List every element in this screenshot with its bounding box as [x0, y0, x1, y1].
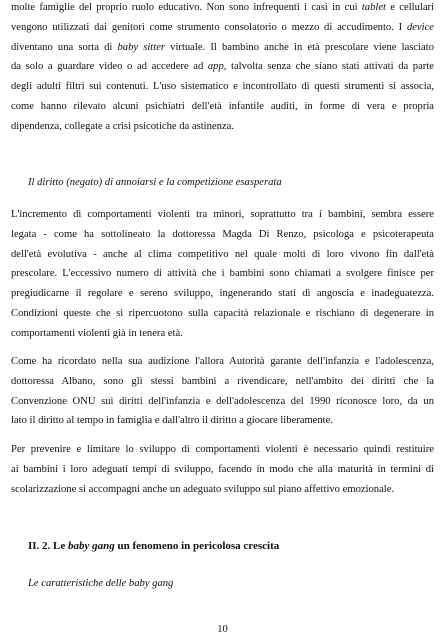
- text-line: da solo a guardare video o ad accedere ad app, talvolta senza che siano stati attivati da parte: [11, 61, 434, 73]
- subheading-caratteristiche: Le caratteristiche delle baby gang: [28, 578, 174, 589]
- italic-term: tablet: [361, 2, 386, 13]
- italic-term: app: [207, 61, 224, 73]
- text-line: Per prevenire e limitare lo sviluppo di comportamenti violenti è necessario quindi restituire: [11, 444, 434, 455]
- paragraph-4: [11, 440, 434, 499]
- text-line: pregiudicarne il regolare e sereno sviluppo, ingenerando stati di angoscia e inadeguatezza.: [11, 288, 434, 300]
- text-line: ai bambini i loro adeguati tempi di sviluppo, facendo in modo che alla maturità in termini di: [11, 463, 434, 475]
- text-line: dell'età evolutiva - anche al clima competitivo nel quale molti di loro vivono fin dall'età: [11, 248, 434, 260]
- text-line: L'incremento di comportamenti violenti tra minori, soprattutto tra i bambini, sembra essere: [11, 209, 434, 220]
- text-line: dottoressa Albano, sono gli stessi bambini a rivendicare, nell'ambito dei diritti che la: [11, 375, 434, 387]
- text-line: vengono utilizzati dai genitori come strumento consolatorio o mezzo di accudimento. I device: [11, 21, 434, 33]
- text-line: diventano una sorta di baby sitter virtuale. Il bambino anche in età prescolare viene lasciato: [11, 41, 435, 53]
- paragraph-3: [11, 352, 434, 431]
- text-line: dipendenza, collegate a crisi psicotiche da astinenza.: [11, 120, 234, 132]
- text-line: come hanno rilevato alcuni psichiatri dell'età infantile auditi, in forme di vera e propria: [11, 100, 434, 112]
- text-line: lato il diritto al tempo in famiglia e dall'altro il diritto a giocare liberamente.: [11, 415, 333, 427]
- paragraph-2: [11, 205, 434, 344]
- section-heading: II. 2. Le baby gang un fenomeno in pericolosa crescita: [28, 540, 280, 552]
- text-line: prescolare. L'eccessivo numero di attività che i bambini sono chiamati a svolgere finisce per: [11, 268, 434, 280]
- italic-term: device: [406, 21, 434, 33]
- text-line: Convenzione ONU sui diritti dell'infanzia e dell'adolescenza del 1990 riconosce loro, da un: [11, 395, 434, 407]
- italic-term: baby sitter: [117, 41, 166, 53]
- text-line: comportamenti violenti già in tenera età.: [11, 327, 183, 339]
- text-line: molte famiglie del proprio ruolo educativo. Non sono infrequenti i casi in cui tablet e cellulari: [11, 2, 434, 13]
- text-line: scolarizzazione si accompagni anche un adeguato sviluppo sul piano affettivo emozionale.: [11, 483, 395, 495]
- text-line: legata - come ha sottolineato la dottoressa Magda Di Renzo, psicologa e psicoterapeuta: [11, 228, 434, 240]
- text-line: Come ha ricordato nella sua audizione l'allora Autorità garante dell'infanzia e l'adolescenza,: [11, 356, 434, 367]
- paragraph-1: [11, 0, 434, 137]
- subheading-diritto-annoiarsi: Il diritto (negato) di annoiarsi e la competizione esasperata: [28, 177, 282, 188]
- text-line: Condizioni queste che si ripercuotono sulla capacità relazionale e rischiano di degenerare in: [11, 307, 434, 319]
- page-number: 10: [217, 624, 228, 635]
- text-line: degli adulti filtri sui contenuti. L'uso sistematico e incontrollato di questi strumenti si associa,: [11, 81, 434, 93]
